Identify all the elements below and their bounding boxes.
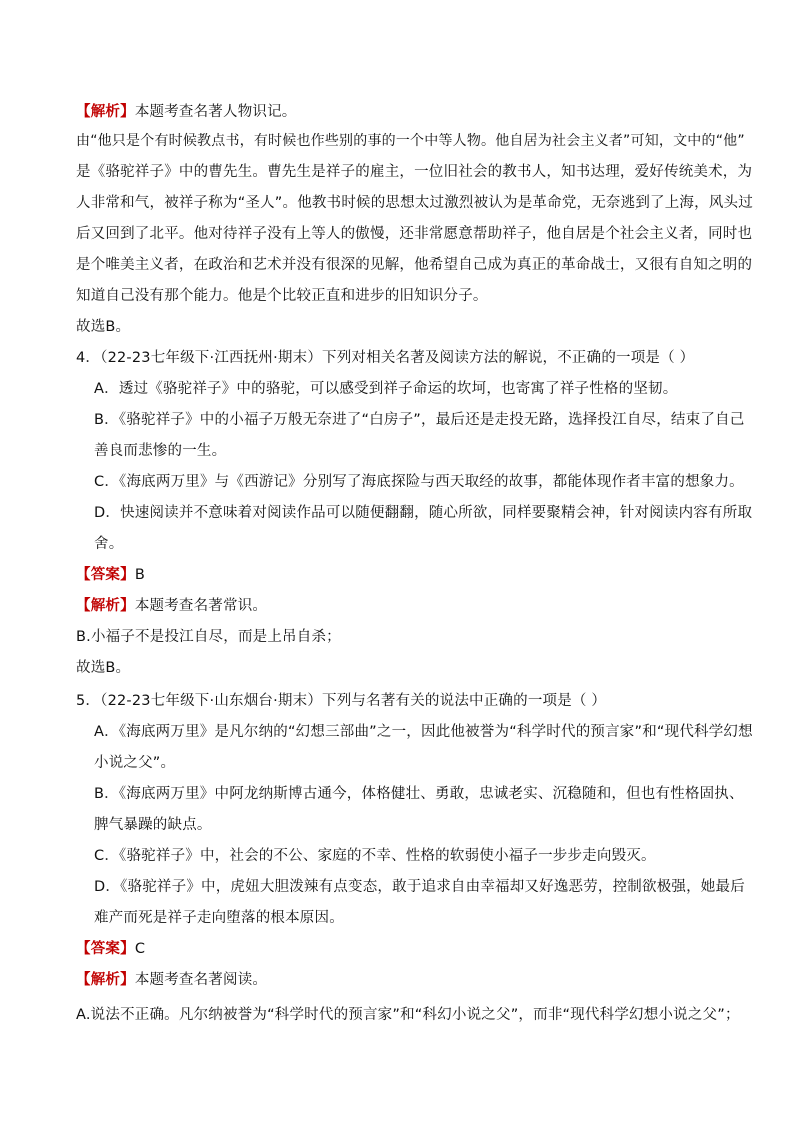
option-line: B．《海底两万里》中阿龙纳斯博古通今，体格健壮、勇敢，忠诚老实、沉稳随和，但也有性格固执、 — [94, 786, 744, 802]
option-line: A．透过《骆驼祥子》中的骆驼，可以感受到祥子命运的坎坷，也寄寓了祥子性格的坚韧。 — [94, 381, 678, 397]
paragraph-line: 后又回到了北平。他对待祥子没有上等人的傲慢，还非常愿意帮助祥子，他自居是个社会主义者，同时也 — [76, 226, 753, 242]
analysis-line — [76, 595, 267, 617]
option-line: D．快速阅读并不意味着对阅读作品可以随便翻翻，随心所欲，同样要聚精会神，针对阅读内容有所取 — [94, 505, 753, 521]
answer-label: 【答案】 — [76, 567, 135, 583]
option-line: B．《骆驼祥子》中的小福子万般无奈进了“白房子”，最后还是走投无路，选择投江自尽，结束了自己 — [94, 412, 745, 428]
analysis-line — [76, 101, 297, 123]
analysis-text: 本题考查名著人物识记。 — [134, 104, 297, 120]
conclusion-line: 故选B。 — [76, 319, 131, 335]
explanation-line: B.小福子不是投江自尽，而是上吊自杀； — [76, 629, 341, 645]
paragraph-line: 人非常和气，被祥子称为“圣人”。他教书时候的思想太过激烈被认为是革命党，无奈逃到了上海，风头过 — [76, 195, 753, 211]
analysis-text: 本题考查名著常识。 — [134, 598, 268, 614]
question-stem: 5．（22-23七年级下·山东烟台·期末）下列与名著有关的说法中正确的一项是（ ） — [76, 693, 607, 709]
option-line: 舍。 — [94, 536, 124, 552]
answer-line — [76, 564, 145, 586]
explanation-line: A.说法不正确。凡尔纳被誉为“科学时代的预言家”和“科幻小说之父”，而非“现代科学幻想小说之父”； — [76, 1007, 740, 1023]
answer-line — [76, 938, 145, 960]
option-line: C．《骆驼祥子》中，社会的不公、家庭的不幸、性格的软弱使小福子一步步走向毁灭。 — [94, 848, 656, 864]
answer-label: 【答案】 — [76, 941, 135, 957]
answer-value: B — [134, 567, 145, 583]
paragraph-line: 是《骆驼祥子》中的曹先生。曹先生是祥子的雇主，一位旧社会的教书人，知书达理，爱好传统美术，为 — [76, 164, 753, 180]
analysis-label: 【解析】 — [76, 104, 135, 120]
option-line: 脾气暴躁的缺点。 — [94, 817, 212, 833]
paragraph-line: 知道自己没有那个能力。他是个比较正直和进步的旧知识分子。 — [76, 288, 488, 304]
option-line: C．《海底两万里》与《西游记》分别写了海底探险与西天取经的故事，都能体现作者丰富的想象力。 — [94, 474, 744, 490]
option-line: 善良而悲惨的一生。 — [94, 443, 227, 459]
option-line: D．《骆驼祥子》中，虎妞大胆泼辣有点变态，敢于追求自由幸福却又好逸恶劳，控制欲极强，她最后 — [94, 879, 745, 895]
paragraph-line: 由“他只是个有时候教点书，有时候也作些别的事的一个中等人物。他自居为社会主义者”可知，文中的“他” — [76, 133, 745, 149]
analysis-text: 本题考查名著阅读。 — [134, 972, 268, 988]
option-line: A．《海底两万里》是凡尔纳的“幻想三部曲”之一，因此他被誉为“科学时代的预言家”和“现代科学幻想 — [94, 724, 753, 740]
conclusion-line: 故选B。 — [76, 660, 131, 676]
option-line: 小说之父”。 — [94, 755, 176, 771]
question-stem: 4．（22-23七年级下·江西抚州·期末）下列对相关名著及阅读方法的解说，不正确的一项是（ ） — [76, 350, 695, 366]
analysis-label: 【解析】 — [76, 598, 135, 614]
option-line: 难产而死是祥子走向堕落的根本原因。 — [94, 910, 344, 926]
analysis-line — [76, 969, 267, 991]
paragraph-line: 是个唯美主义者，在政治和艺术并没有很深的见解，他希望自己成为真正的革命战士，又很有自知之明的 — [76, 257, 753, 273]
analysis-label: 【解析】 — [76, 972, 135, 988]
answer-value: C — [134, 941, 146, 957]
